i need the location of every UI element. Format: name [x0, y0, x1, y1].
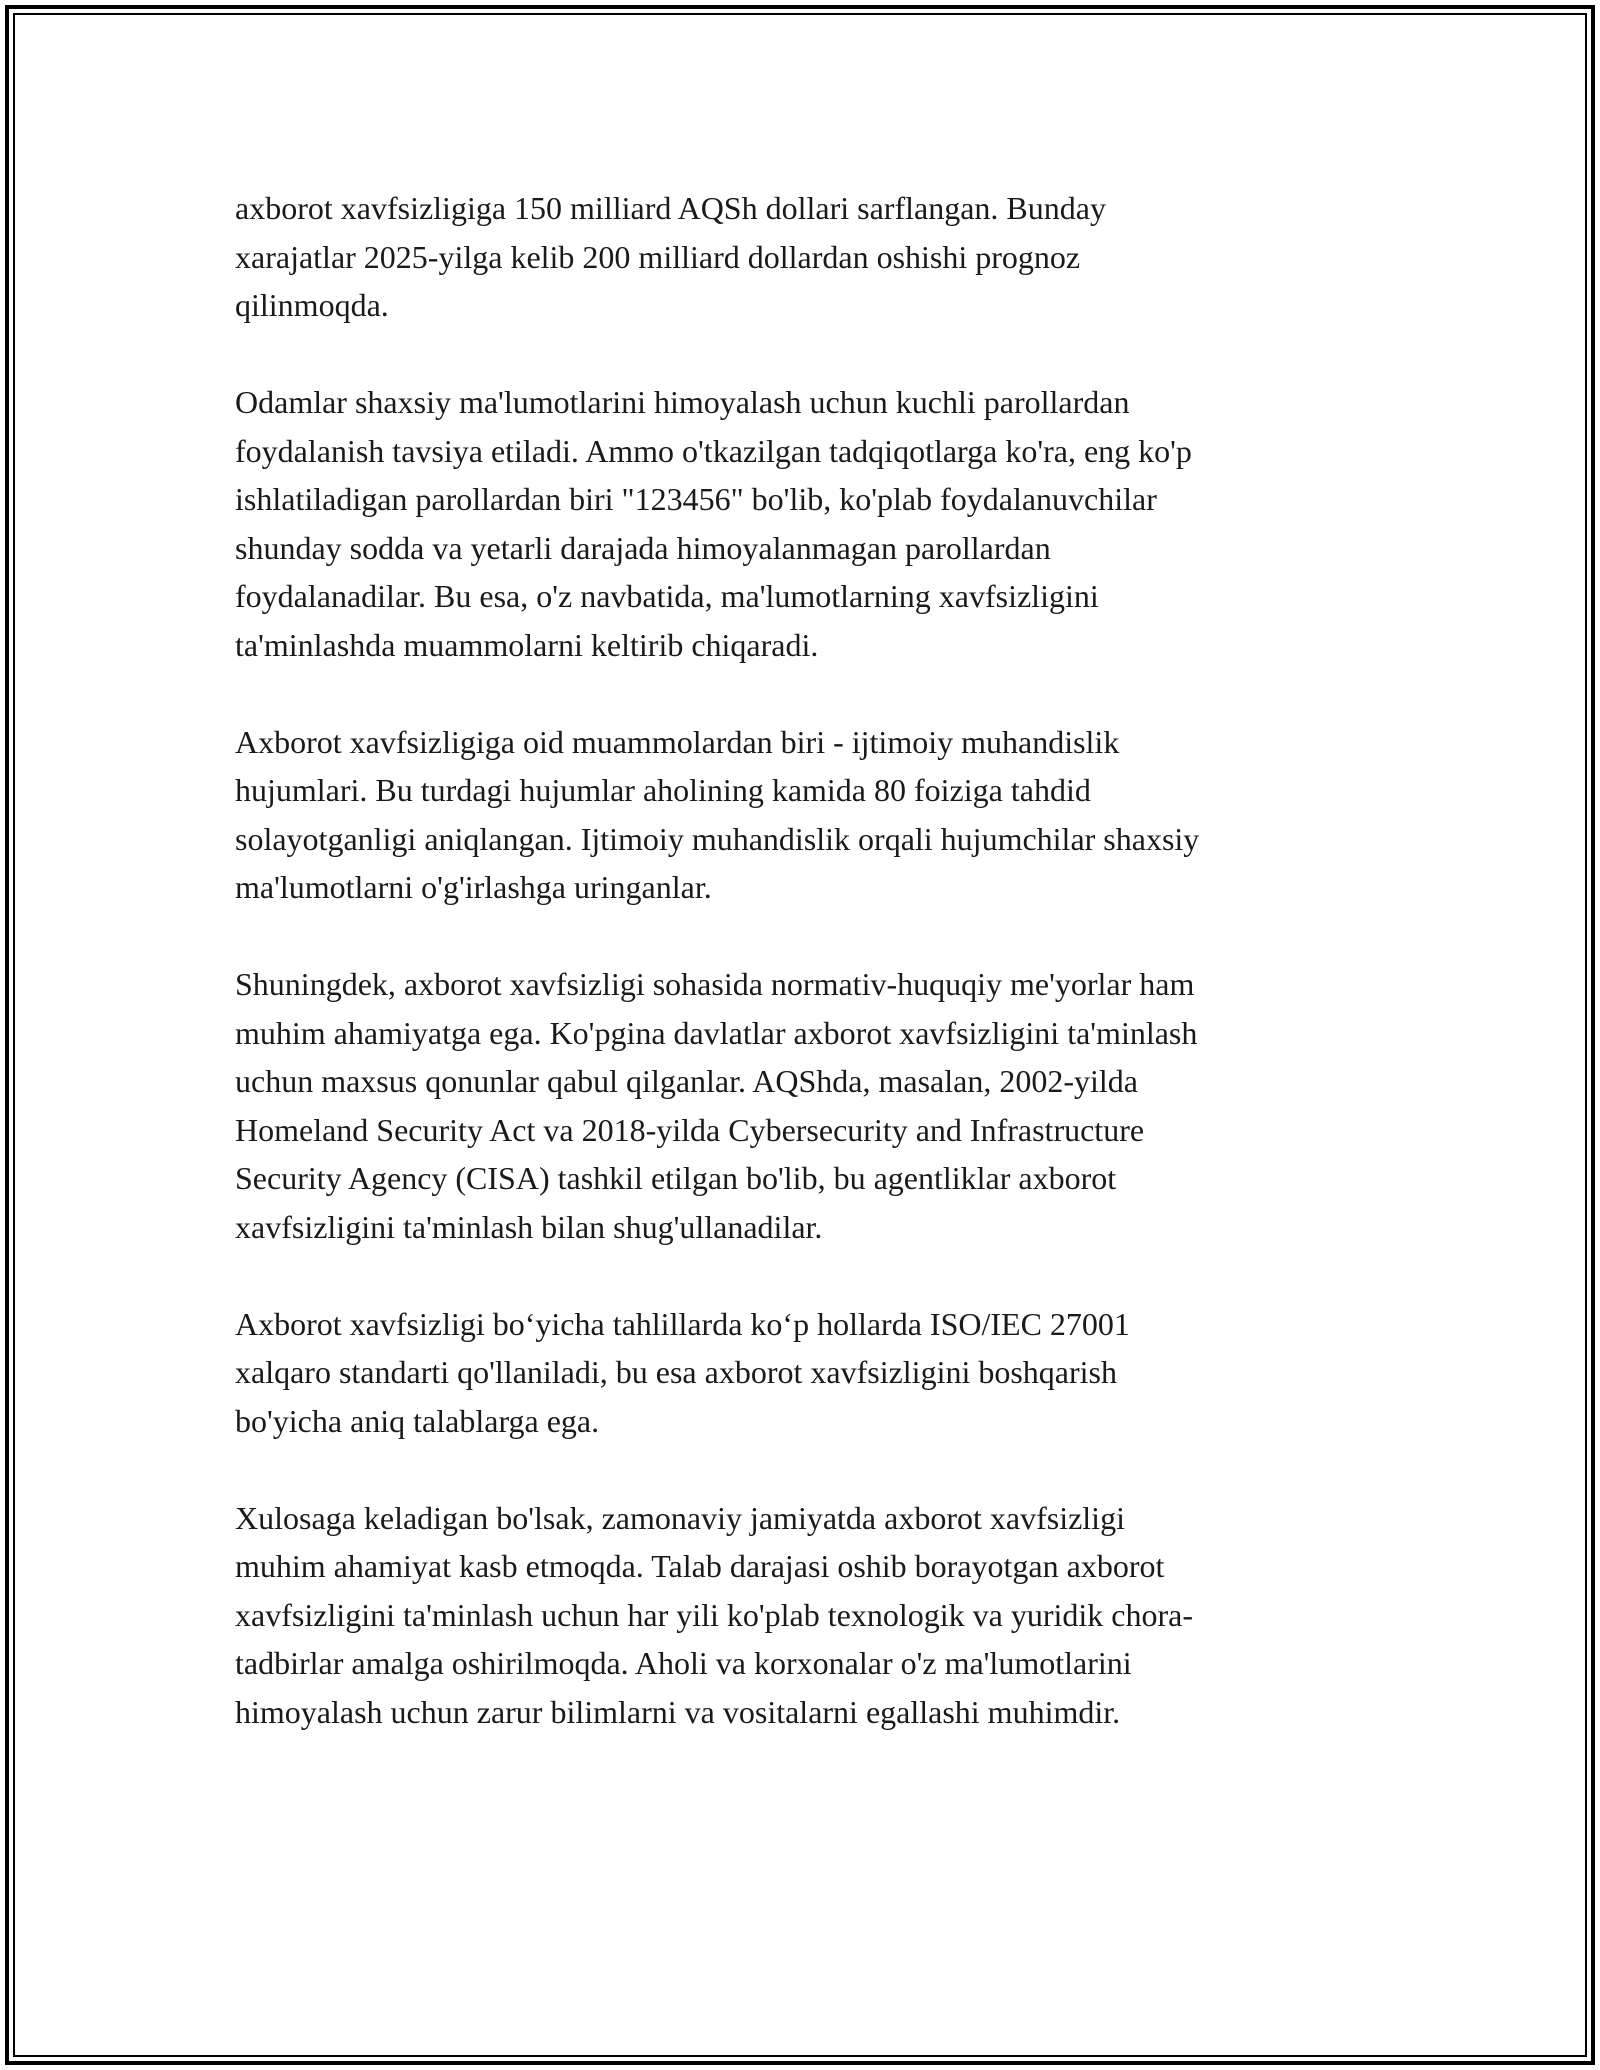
document-body: [235, 184, 1360, 1785]
paragraph-spending: axborot xavfsizligiga 150 milliard AQSh dollari sarflangan. Bunday xarajatlar 2025-yilga kelib 200 milliard dollardan oshishi prognoz qilinmoqda.: [235, 190, 1106, 323]
paragraph-passwords: Odamlar shaxsiy ma'lumotlarini himoyalash uchun kuchli parollardan foydalanish tavsiya etiladi. Ammo o'tkazilgan tadqiqotlarga ko'ra, eng ko'p ishlatiladigan parollardan biri "123456" bo'lib, ko'plab foydalanuvchilar shunday sodda va yetarli darajada himoyalanmagan parollardan foydalanadilar. Bu esa, o'z navbatida, ma'lumotlarning xavfsizligini ta'minlashda muammolarni keltirib chiqaradi.: [235, 384, 1192, 663]
paragraph-iso-standard: Axborot xavfsizligi bo‘yicha tahlillarda ko‘p hollarda ISO/IEC 27001 xalqaro standarti qo'llaniladi, bu esa axborot xavfsizligini boshqarish bo'yicha aniq talablarga ega.: [235, 1305, 1130, 1439]
paragraph-regulations: Shuningdek, axborot xavfsizligi sohasida normativ-huquqiy me'yorlar ham muhim ahamiyatga ega. Ko'pgina davlatlar axborot xavfsizligini ta'minlash uchun maxsus qonunlar qabul qilganlar. AQShda, masalan, 2002-yilda Homeland Security Act va 2018-yilda Cybersecurity and Infrastructure Security Agency (CISA) tashkil etilgan bo'lib, bu agentliklar axborot xavfsizligini ta'minlash bilan shug'ullanadilar.: [235, 966, 1198, 1245]
paragraph-conclusion: Xulosaga keladigan bo'lsak, zamonaviy jamiyatda axborot xavfsizligi muhim ahamiyat kasb etmoqda. Talab darajasi oshib borayotgan axborot xavfsizligini ta'minlash uchun har yili ko'plab texnologik va yuridik chora- tadbirlar amalga oshirilmoqda. Aholi va korxonalar o'z ma'lumotlarini himoyalash uchun zarur bilimlarni va vositalarni egallashi muhimdir.: [235, 1499, 1193, 1730]
paragraph-social-engineering: Axborot xavfsizligiga oid muammolardan biri - ijtimoiy muhandislik hujumlari. Bu turdagi hujumlar aholining kamida 80 foiziga tahdid solayotganligi aniqlangan. Ijtimoiy muhandislik orqali hujumchilar shaxsiy ma'lumotlarni o'g'irlashga uringanlar.: [235, 723, 1200, 905]
